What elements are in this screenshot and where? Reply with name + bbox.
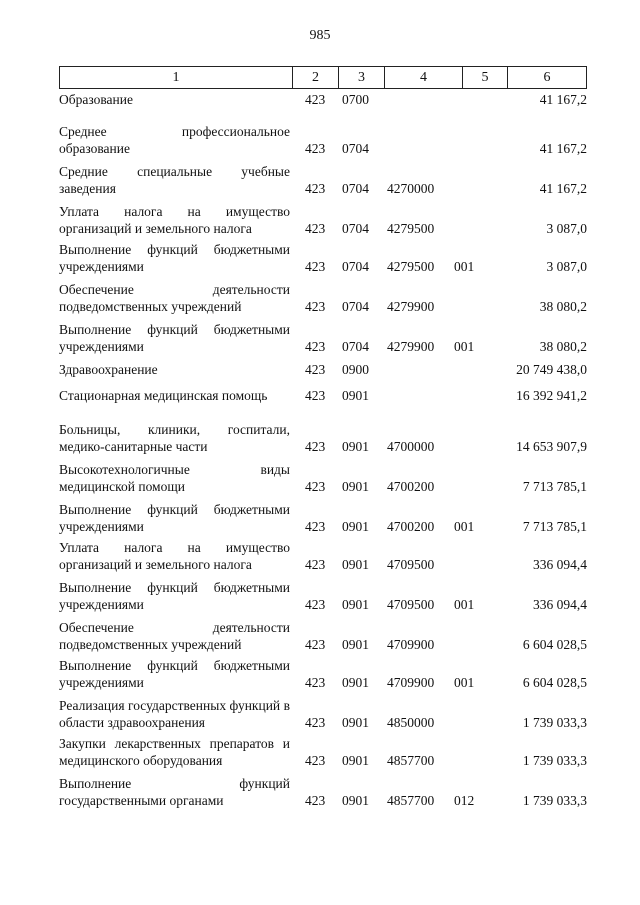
row-c2: 423 (305, 388, 326, 403)
row-name: Средние специальные учебные заведения (59, 164, 290, 196)
row-c6: 41 167,2 (539, 92, 587, 107)
table-row (59, 462, 587, 495)
header-col-3: 3 (339, 67, 385, 89)
row-c5: 001 (454, 674, 475, 690)
row-c2: 423 (305, 220, 326, 236)
row-name: Обеспечение деятельности подведомственных учреждений (59, 620, 290, 652)
table-row (59, 124, 587, 157)
table-header (59, 66, 587, 89)
row-c3: 0901 (342, 518, 369, 534)
row-c6: 6 604 028,5 (522, 636, 587, 652)
header-col-5: 5 (463, 67, 508, 89)
row-name: Выполнение функций государственными органами (59, 776, 290, 808)
row-c4: 4709900 (387, 674, 435, 690)
row-c3: 0901 (342, 636, 369, 652)
header-col-4: 4 (385, 67, 463, 89)
row-c2: 423 (305, 518, 326, 534)
row-c5: 001 (454, 338, 475, 354)
row-c6: 1 739 033,3 (522, 752, 587, 768)
header-col-6: 6 (508, 67, 587, 89)
table-row (59, 698, 587, 731)
table-row (59, 204, 587, 237)
row-c3: 0901 (342, 438, 369, 454)
table-row (59, 540, 587, 573)
table-row (59, 164, 587, 197)
row-c6: 41 167,2 (539, 180, 587, 196)
row-name: Больницы, клиники, госпитали, медико-санитарные части (59, 422, 290, 454)
row-c3: 0704 (342, 338, 369, 354)
row-c2: 423 (305, 180, 326, 196)
table-row (59, 322, 587, 355)
row-name: Выполнение функций бюджетными учреждениями (59, 580, 290, 612)
row-c2: 423 (305, 596, 326, 612)
row-c2: 423 (305, 792, 326, 808)
row-c2: 423 (305, 362, 326, 377)
header-row (60, 67, 587, 89)
row-name: Выполнение функций бюджетными учреждениями (59, 502, 290, 534)
row-c4: 4270000 (387, 180, 435, 196)
row-c3: 0704 (342, 298, 369, 314)
row-c2: 423 (305, 338, 326, 354)
row-c3: 0700 (342, 92, 369, 107)
row-c3: 0900 (342, 362, 369, 377)
row-name: Здравоохранение (59, 362, 158, 377)
row-c3: 0901 (342, 388, 369, 403)
row-c2: 423 (305, 438, 326, 454)
row-c3: 0901 (342, 752, 369, 768)
table-row (59, 776, 587, 809)
row-name: Высокотехнологичные виды медицинской помощи (59, 462, 290, 494)
row-c4: 4857700 (387, 792, 435, 808)
row-c2: 423 (305, 298, 326, 314)
row-c4: 4279500 (387, 258, 435, 274)
row-c2: 423 (305, 258, 326, 274)
row-c4: 4279900 (387, 338, 435, 354)
row-c6: 3 087,0 (546, 258, 587, 274)
row-c5: 001 (454, 518, 475, 534)
row-c5: 001 (454, 258, 475, 274)
row-name: Уплата налога на имущество организаций и земельного налога (59, 540, 290, 572)
row-name: Реализация государственных функций в области здравоохранения (59, 698, 290, 730)
row-c4: 4709500 (387, 556, 435, 572)
row-c6: 41 167,2 (539, 140, 587, 156)
row-c3: 0901 (342, 714, 369, 730)
row-c4: 4700200 (387, 518, 435, 534)
row-c3: 0704 (342, 140, 369, 156)
table-row (59, 620, 587, 653)
row-c2: 423 (305, 556, 326, 572)
row-c5: 012 (454, 792, 475, 808)
row-c6: 336 094,4 (533, 556, 587, 572)
row-c3: 0901 (342, 674, 369, 690)
row-name: Уплата налога на имущество организаций и земельного налога (59, 204, 290, 236)
row-c2: 423 (305, 140, 326, 156)
row-c6: 1 739 033,3 (522, 714, 587, 730)
row-c2: 423 (305, 478, 326, 494)
table-row (59, 388, 587, 405)
row-c2: 423 (305, 636, 326, 652)
row-c4: 4857700 (387, 752, 435, 768)
row-c6: 14 653 907,9 (516, 438, 587, 454)
row-name: Обеспечение деятельности подведомственных учреждений (59, 282, 290, 314)
table-row (59, 422, 587, 455)
table-row (59, 502, 587, 535)
row-c4: 4700200 (387, 478, 435, 494)
row-c3: 0901 (342, 478, 369, 494)
table-row (59, 580, 587, 613)
row-c6: 3 087,0 (546, 220, 587, 236)
row-c5: 001 (454, 596, 475, 612)
row-name: Образование (59, 92, 133, 107)
row-c2: 423 (305, 674, 326, 690)
row-name: Закупки лекарственных препаратов и медицинского оборудования (59, 736, 290, 768)
row-c6: 6 604 028,5 (522, 674, 587, 690)
row-c6: 20 749 438,0 (516, 362, 587, 377)
row-c6: 38 080,2 (539, 338, 587, 354)
row-c4: 4709900 (387, 636, 435, 652)
table-row (59, 282, 587, 315)
row-c2: 423 (305, 752, 326, 768)
table-row (59, 92, 587, 109)
row-c3: 0901 (342, 792, 369, 808)
table-row (59, 658, 587, 691)
row-c3: 0704 (342, 258, 369, 274)
row-c3: 0704 (342, 220, 369, 236)
page-number: 985 (309, 28, 331, 43)
row-c6: 16 392 941,2 (516, 388, 587, 403)
row-c3: 0704 (342, 180, 369, 196)
row-name: Выполнение функций бюджетными учреждениями (59, 322, 290, 354)
row-c6: 38 080,2 (539, 298, 587, 314)
table-row (59, 736, 587, 769)
row-c6: 7 713 785,1 (522, 478, 587, 494)
row-c6: 1 739 033,3 (522, 792, 587, 808)
row-c4: 4700000 (387, 438, 435, 454)
row-c3: 0901 (342, 556, 369, 572)
row-c6: 336 094,4 (533, 596, 587, 612)
row-c2: 423 (305, 714, 326, 730)
row-name: Стационарная медицинская помощь (59, 388, 268, 403)
row-c3: 0901 (342, 596, 369, 612)
row-name: Выполнение функций бюджетными учреждениями (59, 658, 290, 690)
row-c4: 4279900 (387, 298, 435, 314)
table-row (59, 362, 587, 379)
row-c6: 7 713 785,1 (522, 518, 587, 534)
header-col-1: 1 (60, 67, 293, 89)
header-col-2: 2 (293, 67, 339, 89)
row-c4: 4279500 (387, 220, 435, 236)
row-name: Среднее профессиональное образование (59, 124, 290, 156)
row-c4: 4709500 (387, 596, 435, 612)
row-c2: 423 (305, 92, 326, 107)
row-c4: 4850000 (387, 714, 435, 730)
table-row (59, 242, 587, 275)
row-name: Выполнение функций бюджетными учреждениями (59, 242, 290, 274)
